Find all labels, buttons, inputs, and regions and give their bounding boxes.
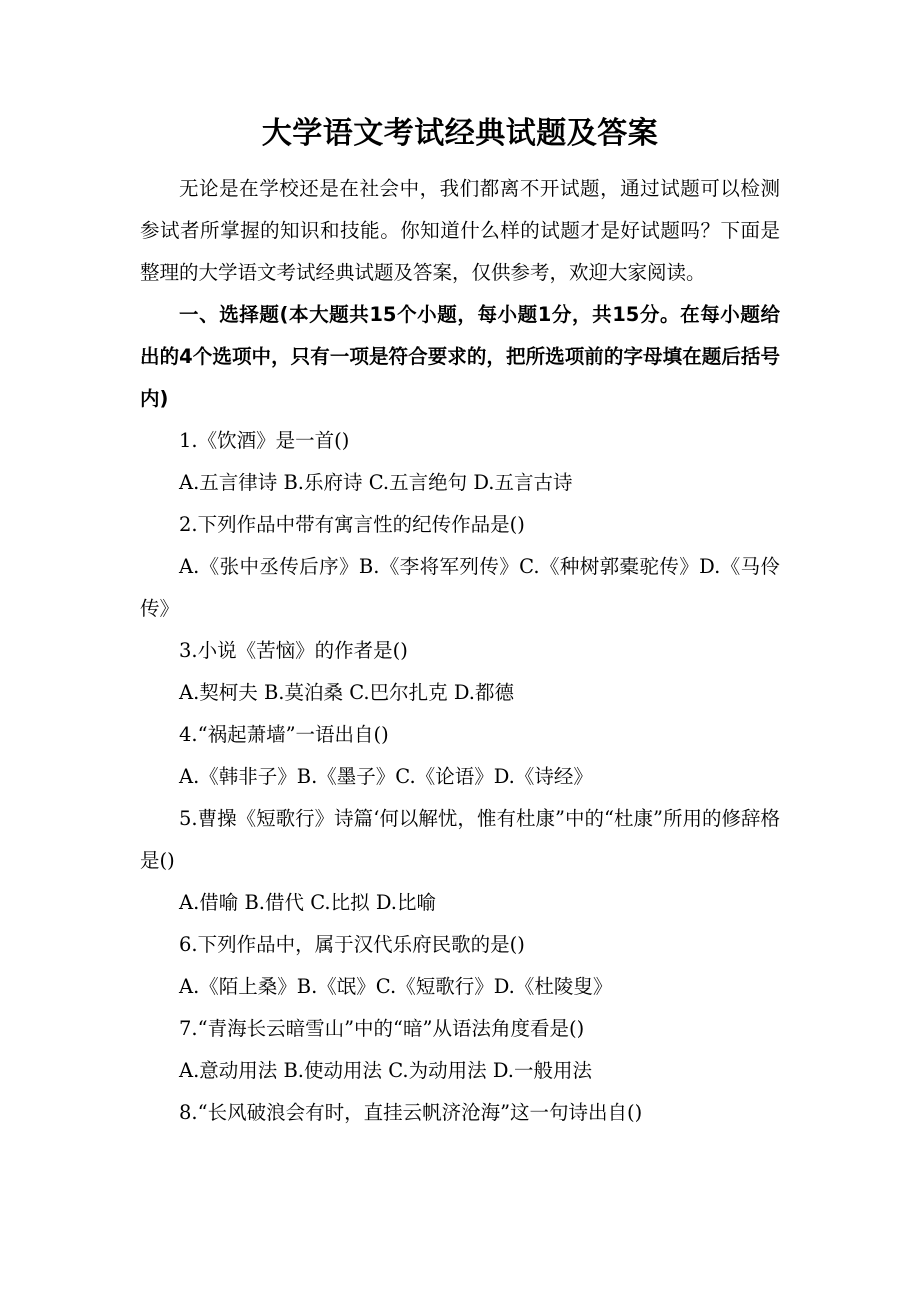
question-4: 4.“祸起萧墙”一语出自(): [179, 723, 389, 746]
document-body: [140, 168, 780, 1134]
options-6: A.《陌上桑》B.《氓》C.《短歌行》D.《杜陵叟》: [179, 975, 613, 998]
question-7: 7.“青海长云暗雪山”中的“暗”从语法角度看是(): [179, 1017, 585, 1040]
question-5: 5.曹操《短歌行》诗篇‘何以解忧，惟有杜康”中的“杜康”所用的修辞格是(): [140, 807, 780, 872]
options-3: A.契柯夫 B.莫泊桑 C.巴尔扎克 D.都德: [179, 681, 514, 704]
question-6: 6.下列作品中，属于汉代乐府民歌的是(): [179, 933, 525, 956]
question-8: 8.“长风破浪会有时，直挂云帆济沧海”这一句诗出自(): [179, 1101, 643, 1124]
section-heading: 一、选择题(本大题共15个小题，每小题1分，共15分。在每小题给出的4个选项中，只有一项是符合要求的，把所选项前的字母填在题后括号内): [140, 303, 780, 410]
options-7: A.意动用法 B.使动用法 C.为动用法 D.一般用法: [179, 1059, 592, 1082]
document-title: 大学语文考试经典试题及答案: [261, 116, 659, 151]
options-5: A.借喻 B.借代 C.比拟 D.比喻: [179, 891, 436, 914]
question-3: 3.小说《苦恼》的作者是(): [179, 639, 408, 662]
question-2: 2.下列作品中带有寓言性的纪传作品是(): [179, 513, 525, 536]
options-2: A.《张中丞传后序》B.《李将军列传》C.《种树郭橐驼传》D.《马伶传》: [140, 555, 780, 620]
intro-paragraph: 无论是在学校还是在社会中，我们都离不开试题，通过试题可以检测参试者所掌握的知识和技能。你知道什么样的试题才是好试题吗？下面是整理的大学语文考试经典试题及答案，仅供参考，欢迎大家阅读。: [140, 177, 780, 284]
options-1: A.五言律诗 B.乐府诗 C.五言绝句 D.五言古诗: [179, 471, 573, 494]
question-1: 1.《饮酒》是一首(): [179, 429, 350, 452]
options-4: A.《韩非子》B.《墨子》C.《论语》D.《诗经》: [179, 765, 593, 788]
